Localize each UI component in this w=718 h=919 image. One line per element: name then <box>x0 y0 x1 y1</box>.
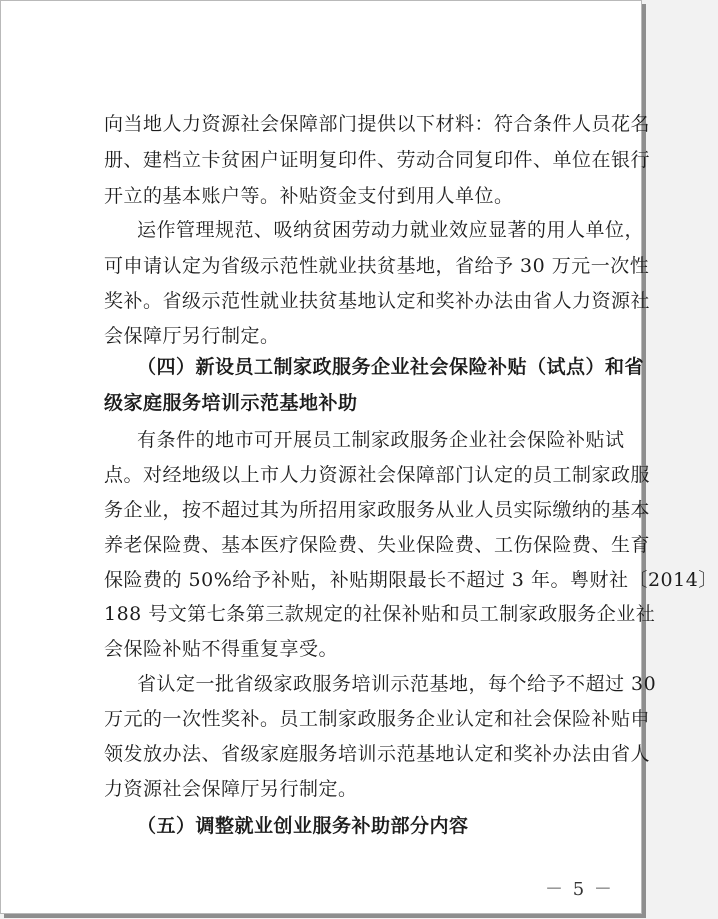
paragraph-line: 会保障厅另行制定。 <box>104 325 280 347</box>
paragraph-line: 册、建档立卡贫困户证明复印件、劳动合同复印件、单位在银行 <box>104 149 651 171</box>
section-heading-line: （五）调整就业创业服务补助部分内容 <box>137 815 469 837</box>
paragraph-line: 养老保险费、基本医疗保险费、失业保险费、工伤保险费、生育 <box>104 534 651 556</box>
paragraph-line: 力资源社会保障厅另行制定。 <box>104 778 358 800</box>
page-number: － 5 － <box>545 879 614 900</box>
paragraph-line: 领发放办法、省级家庭服务培训示范基地认定和奖补办法由省人 <box>104 743 651 765</box>
paragraph-line: 保险费的 50%给予补贴，补贴期限最长不超过 3 年。粤财社〔2014〕 <box>104 569 718 591</box>
paragraph-line: 会保险补贴不得重复享受。 <box>104 638 339 660</box>
paragraph-line: 向当地人力资源社会保障部门提供以下材料：符合条件人员花名 <box>104 113 651 135</box>
paragraph-line: 务企业，按不超过其为所招用家政服务从业人员实际缴纳的基本 <box>104 499 651 521</box>
paragraph-line: 开立的基本账户等。补贴资金支付到用人单位。 <box>104 185 514 207</box>
paragraph-line: 188 号文第七条第三款规定的社保补贴和员工制家政服务企业社 <box>104 603 656 625</box>
paragraph-line: 运作管理规范、吸纳贫困劳动力就业效应显著的用人单位， <box>137 219 645 241</box>
section-heading-line: （四）新设员工制家政服务企业社会保险补贴（试点）和省 <box>137 356 645 378</box>
paragraph-line: 万元的一次性奖补。员工制家政服务企业认定和社会保险补贴申 <box>104 708 651 730</box>
paragraph-line: 省认定一批省级家政服务培训示范基地，每个给予不超过 30 <box>137 673 657 695</box>
paragraph-line: 点。对经地级以上市人力资源社会保障部门认定的员工制家政服 <box>104 464 651 486</box>
paragraph-line: 有条件的地市可开展员工制家政服务企业社会保险补贴试 <box>137 429 625 451</box>
document-body <box>1 1 718 913</box>
paragraph-line: 奖补。省级示范性就业扶贫基地认定和奖补办法由省人力资源社 <box>104 290 651 312</box>
section-heading-line: 级家庭服务培训示范基地补助 <box>104 392 358 414</box>
paragraph-line: 可申请认定为省级示范性就业扶贫基地，省给予 30 万元一次性 <box>104 255 650 277</box>
